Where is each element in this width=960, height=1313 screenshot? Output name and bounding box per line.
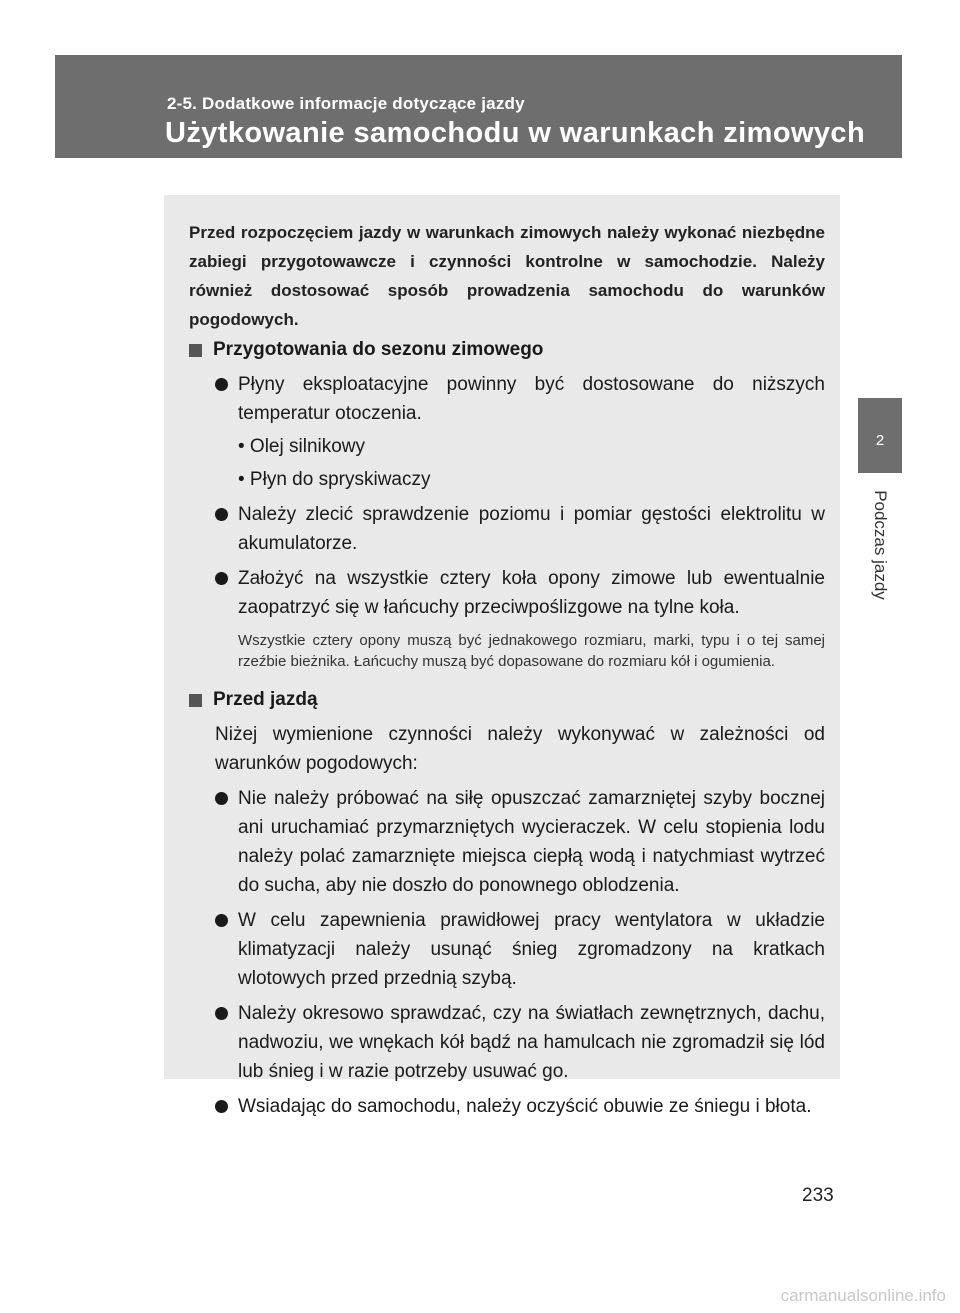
list-item-text: W celu zapewnienia prawidłowej pracy wentylatora w układzie klimatyzacji należy usunąć śnieg zgromadzony na kratkach wlotowych przed przednią szybą.: [238, 910, 825, 989]
list-item-text: Założyć na wszystkie cztery koła opony zimowe lub ewentualnie zaopatrzyć się w łańcuchy przeciwpoślizgowe na tylne koła.: [238, 568, 825, 618]
list-item: [189, 999, 825, 1086]
heading-text: Przed jazdą: [213, 689, 318, 710]
list-item-text: Należy zlecić sprawdzenie poziomu i pomiar gęstości elektrolitu w akumulatorze.: [238, 504, 825, 554]
section-heading-preparation: [189, 336, 825, 364]
square-bullet-icon: [189, 344, 202, 357]
list-item: [189, 1092, 825, 1121]
bullet-icon: [215, 914, 228, 927]
square-bullet-icon: [189, 694, 202, 707]
list-item-text: Należy okresowo sprawdzać, czy na światłach zewnętrznych, dachu, nadwoziu, we wnękach kół bądź na hamulcach nie zgromadził się lód lub śnieg i w razie potrzeby usuwać go.: [238, 1003, 825, 1082]
section-label: 2-5. Dodatkowe informacje dotyczące jazdy: [167, 94, 525, 113]
chapter-header: [55, 55, 902, 158]
list-item-text: Płyny eksploatacyjne powinny być dostosowane do niższych temperatur otoczenia.: [238, 374, 825, 424]
section-heading-before-driving: [189, 686, 825, 714]
sub-item: • Olej silnikowy: [238, 436, 366, 457]
bullet-icon: [215, 378, 228, 391]
page-title: Użytkowanie samochodu w warunkach zimowych: [165, 117, 866, 149]
list-item-text: Wsiadając do samochodu, należy oczyścić obuwie ze śniegu i błota.: [238, 1096, 812, 1117]
chapter-tab: [858, 398, 902, 473]
list-item: [189, 784, 825, 900]
note-text: Wszystkie cztery opony muszą być jednakowego rozmiaru, marki, typu i o tej samej rzeźbie bieżnika. Łańcuchy muszą być dopasowane do rozmiaru kół i ogumienia.: [238, 632, 825, 670]
heading-text: Przygotowania do sezonu zimowego: [213, 339, 544, 360]
watermark[interactable]: carmanualsonline.info: [780, 1286, 946, 1305]
section-intro: Niżej wymienione czynności należy wykonywać w zależności od warunków pogodowych:: [215, 724, 825, 774]
chapter-number: 2: [875, 432, 885, 449]
bullet-icon: [215, 572, 228, 585]
bullet-icon: [215, 1007, 228, 1020]
list-item: [189, 500, 825, 558]
intro-paragraph: Przed rozpoczęciem jazdy w warunkach zimowych należy wykonać niezbędne zabiegi przygotowawcze i czynności kontrolne w samochodzie. Należy również dostosować sposób prowadzenia samochodu do warunków pogodowych.: [189, 223, 825, 329]
chapter-label: Podczas jazdy: [871, 490, 890, 600]
content: [189, 218, 825, 1121]
list-item: [189, 906, 825, 993]
list-item: [189, 370, 825, 428]
list-item: [189, 564, 825, 622]
bullet-icon: [215, 508, 228, 521]
sub-item: • Płyn do spryskiwaczy: [238, 469, 431, 490]
bullet-icon: [215, 1100, 228, 1113]
page-number: 233: [802, 1185, 834, 1206]
bullet-icon: [215, 792, 228, 805]
list-item-text: Nie należy próbować na siłę opuszczać zamarzniętej szyby bocznej ani uruchamiać przymarzniętych wycieraczek. W celu stopienia lodu należy polać zamarznięte miejsca ciepłą wodą i natychmiast wytrzeć do sucha, aby nie doszło do ponownego oblodzenia.: [238, 788, 825, 896]
